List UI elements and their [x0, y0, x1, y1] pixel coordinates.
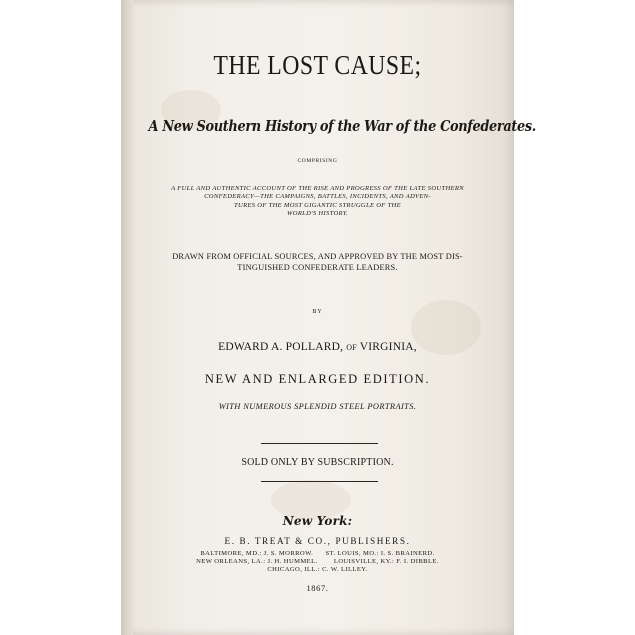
- description-line: CONFEDERACY—THE CAMPAIGNS, BATTLES, INCIDENTS, AND ADVEN-: [204, 193, 431, 201]
- divider-top: [261, 443, 378, 444]
- description-line: WORLD'S HISTORY.: [286, 210, 349, 218]
- sources-line: TINGUISHED CONFEDERATE LEADERS.: [237, 263, 398, 272]
- book-subtitle: A New Southern History of the War of the Confederates.: [148, 117, 536, 135]
- imprint-publisher: E. B. TREAT & CO., PUBLISHERS.: [224, 536, 411, 546]
- agents-line: BALTIMORE, MD.: J. S. MORROW. ST. LOUIS, MO.: I. S. BRAINERD.: [200, 550, 435, 557]
- sources-line: DRAWN FROM OFFICIAL SOURCES, AND APPROVED BY THE MOST DIS-: [172, 252, 463, 261]
- sources-block: [121, 251, 514, 273]
- edition-label: NEW AND ENLARGED EDITION.: [204, 372, 431, 386]
- author-line: [121, 341, 514, 353]
- title-page: [121, 0, 536, 635]
- book-title: THE LOST CAUSE;: [213, 50, 422, 80]
- portraits-label: WITH NUMEROUS SPLENDID STEEL PORTRAITS.: [218, 402, 417, 411]
- agents-line: CHICAGO, ILL.: C. W. LILLEY.: [267, 566, 368, 574]
- imprint-city: New York:: [282, 514, 353, 528]
- sold-label: SOLD ONLY BY SUBSCRIPTION.: [241, 457, 394, 468]
- description-line: TURES OF THE MOST GIGANTIC STRUGGLE OF THE: [234, 201, 401, 209]
- imprint-year: 1867.: [306, 583, 329, 593]
- author-name: EDWARD A. POLLARD,: [218, 341, 344, 353]
- divider-bottom: [261, 481, 378, 482]
- by-label: BY: [312, 309, 323, 315]
- author-place: VIRGINIA,: [359, 341, 417, 353]
- description-line: A FULL AND AUTHENTIC ACCOUNT OF THE RISE AND PROGRESS OF THE LATE SOUTHERN: [171, 185, 464, 192]
- agents-block: [121, 550, 514, 575]
- description-block: [121, 185, 514, 219]
- comprising-label: COMPRISING: [297, 158, 338, 164]
- agents-line: NEW ORLEANS, LA.: J. H. HUMMEL. LOUISVILLE, KY.: F. I. DIBBLE.: [196, 558, 439, 566]
- author-of: OF: [346, 343, 357, 352]
